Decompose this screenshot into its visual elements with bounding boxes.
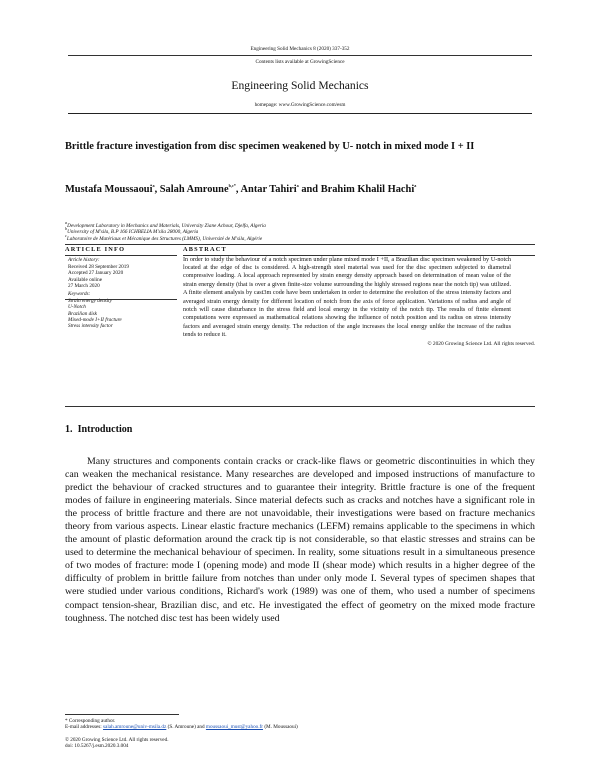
history-item: 27 March 2020: [68, 282, 100, 289]
author-list: [65, 183, 416, 196]
footnote-rule: [65, 714, 179, 715]
keyword: U-Notch: [68, 304, 86, 311]
history-label: Article history:: [68, 257, 100, 264]
article-info-rule: [65, 255, 177, 256]
doi[interactable]: doi: 10.5267/j.esm.2020.3.004: [65, 743, 129, 750]
history-list: [65, 264, 177, 290]
author-name: Antar Tahiri: [240, 184, 297, 195]
affiliation-text: Development Laboratory in Mechanics and Materials, University Ziane Achour, Djelfa, Algeria: [67, 223, 266, 229]
article-info: [65, 246, 177, 330]
author-name: Brahim Khalil Hachi: [320, 184, 415, 195]
author-affil-sup: a: [414, 183, 417, 189]
abstract-copyright: © 2020 Growing Science Ltd. All rights reserved.: [427, 341, 535, 348]
header-rule-top: [68, 55, 532, 56]
info-rule-bottom: [65, 406, 535, 407]
history-item: Available online: [68, 276, 103, 283]
journal-title: Engineering Solid Mechanics: [231, 79, 369, 92]
author-name: Salah Amroune: [159, 184, 229, 195]
section-title: Introduction: [77, 424, 133, 435]
affiliation-text: Laboratoire de Matériaux et Mécanique des Structures (LMMS), Université de M'sila, Algérie: [66, 235, 263, 242]
author-affil-sup: a: [296, 183, 299, 189]
footer-copyright: © 2020 Growing Science Ltd. All rights reserved.: [65, 736, 169, 743]
section-heading: [65, 423, 132, 436]
email-owner: (S. Amroune) and: [166, 724, 206, 731]
author-separator: ,: [235, 184, 241, 195]
affiliation-sup: b: [65, 226, 68, 232]
corresponding-author-note: * Corresponding author.: [65, 718, 116, 724]
affiliation-sup: c: [65, 232, 67, 238]
keywords-list: [65, 298, 177, 330]
header-rule-bottom: [68, 113, 532, 114]
history-item: Accepted 27 January 2020: [68, 270, 124, 277]
keyword: Stress intensity factor: [68, 323, 113, 330]
email-owner: (M. Moussaoui): [263, 724, 298, 731]
history-rule: [65, 299, 177, 300]
email-link[interactable]: salah.amroune@univ-msila.dz: [103, 724, 167, 731]
article-info-heading: ARTICLE INFO: [65, 246, 126, 253]
journal-homepage[interactable]: homepage: www.GrowingScience.com/esm: [254, 102, 346, 108]
abstract-heading: ABSTRACT: [183, 246, 227, 253]
keyword: Strain energy density: [68, 297, 112, 304]
history-item: Received 28 September 2019: [68, 263, 129, 270]
abstract-text: In order to study the behaviour of a notch specimen under plane mixed mode I +II, a Brazilian disc specimen weakened by U-notch located at the edge of disc is considered. A high-strength steel material was used for the disc specimen subjected to diametral compressive loading. A local approach represented by strain energy density approach based on determination of mean value of the strain energy density (that is over a given finite-size volume surrounding the highly stressed regions near the notch tip) was utilized. A finite element analysis by cast3m code have been undertaken in order to determine the evolution of the stress intensity factors and averaged strain energy density for different location of notch from the axis of force application. Variations of radius and angle of notch will cause disturbance in the stress field and local energy in the vicinity of the notch tip. The results of finite element computations were expressed as mathematical relations showing the influence of notch position and its radius on stress intensity factors and averaged strain energy density. The reduction of the angle increases the local energy unlike the increase of the radius tends to reduce it.: [183, 256, 511, 338]
contents-line: Contents lists available at GrowingScience: [255, 59, 345, 65]
introduction-body: [65, 455, 535, 625]
keywords-label: Keywords:: [68, 291, 91, 298]
section-number: 1.: [65, 424, 73, 435]
author-name: Mustafa Moussaoui: [65, 184, 153, 195]
footnotes: [65, 718, 535, 750]
email-label: E-mail addresses:: [65, 724, 104, 731]
info-rule-top: [65, 244, 535, 245]
affiliation-text: University of M'sila, B.P 166 ICHBELIA M'sila 28000, Algeria: [67, 229, 199, 236]
author-separator: and: [298, 184, 321, 195]
affiliations: [65, 219, 535, 242]
abstract: [183, 246, 535, 348]
email-link[interactable]: moussaoui_must@yahoo.fr: [205, 724, 264, 731]
affiliation-sup: a: [65, 219, 68, 225]
author-separator: ,: [154, 184, 160, 195]
author-affil-sup: a: [152, 183, 155, 189]
paper-title: Brittle fracture investigation from disc specimen weakened by U- notch in mixed mode I + II: [65, 141, 475, 152]
author-affil-sup: b,c*: [228, 183, 236, 189]
keyword: Mixed-mode I+II fracture: [68, 316, 122, 323]
keyword: Brazilian disk: [68, 310, 97, 317]
intro-paragraph: Many structures and components contain cracks or crack-like flaws or geometric discontinuities in which they can weaken the mechanical resistance. Many researches are developed and imposed instructions of manufacture to predict the behaviour of cracked structures and to guarantee their integrity. Brittle fracture is one of the frequent modes of failure in engineering materials. Since material defects such as cracks and notches have a significant role in the process of brittle fracture and there are not unavoidable, their investigations were based on fracture mechanics theory from various aspects. Linear elastic fracture mechanics (LEFM) remains applicable to the specimens in which the amount of plastic deformation around the crack tip is not considerable, so that elastic stresses and strains can be used to determine the mechanical behaviour of specimen. In reality, some situations result in a simultaneous presence of two modes of fracture: mode I (opening mode) and mode II (shear mode) which results in a higher degree of the difficulty of problem in brittle failure from notches than under only mode I. Several types of specimen shapes that were studied under various conditions, Richard's work (1989) was one of them, who used a number of specimens compact tension-shear, Brazilian disc, and etc. He investigated the effect of geometry on the mixed mode fracture toughness. The notched disc test has been widely used: [65, 456, 535, 624]
abstract-rule: [183, 255, 535, 256]
journal-citation: Engineering Solid Mechanics 8 (2020) 337-352: [250, 46, 350, 52]
